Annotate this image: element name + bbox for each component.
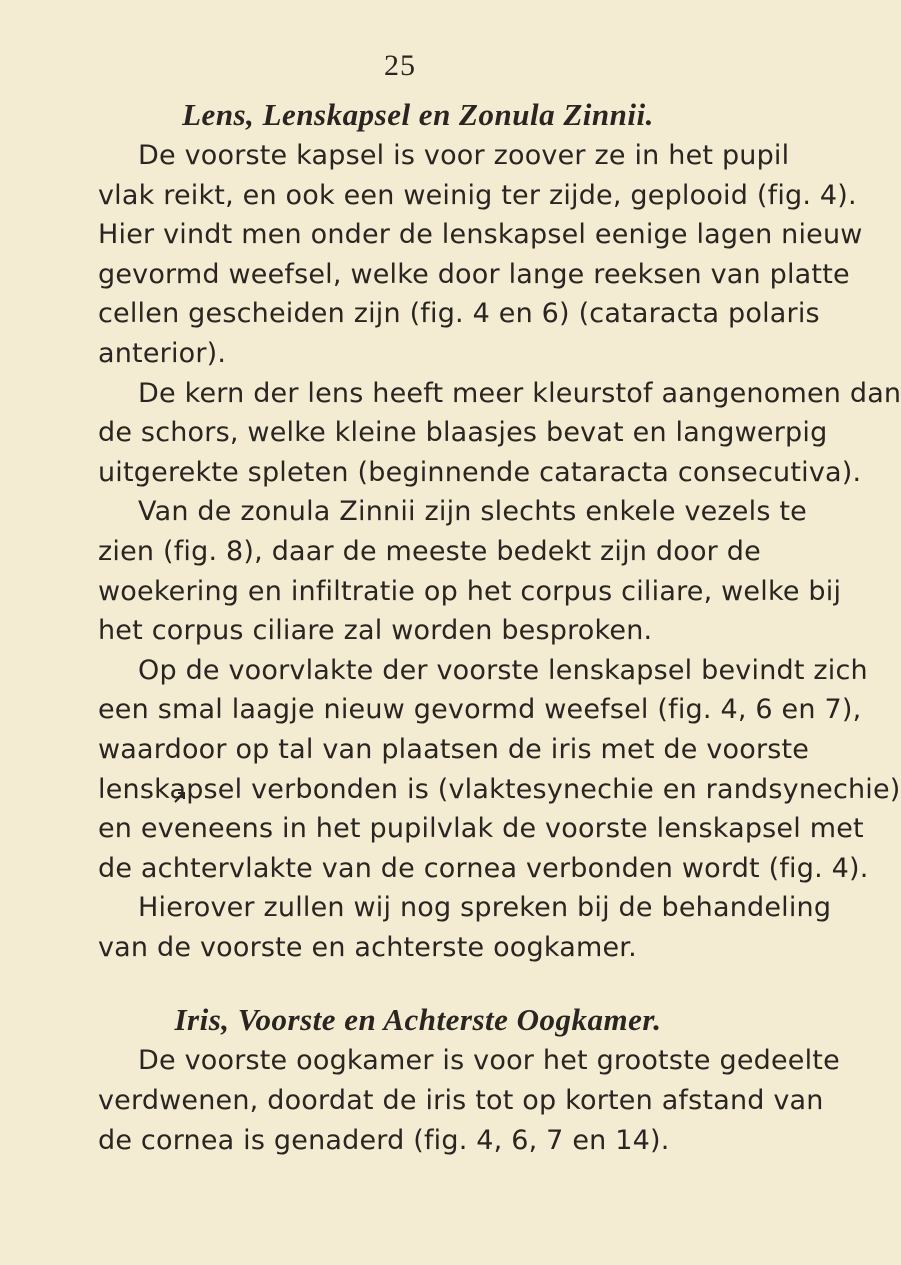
text-line: vlak reikt, en ook een weinig ter zijde, geplooid (fig. 4). xyxy=(98,179,857,211)
text-line: uitgerekte spleten (beginnende cataracta consecutiva). xyxy=(98,456,862,488)
text-line: waardoor op tal van plaatsen de iris met de voorste xyxy=(98,733,810,765)
text-line: van de voorste en achterste oogkamer. xyxy=(98,931,637,963)
text-line: woekering en infiltratie op het corpus ciliare, welke bij xyxy=(98,575,842,607)
text-line: Op de voorvlakte der voorste lenskapsel bevindt zich xyxy=(138,654,868,686)
page-number: 25 xyxy=(384,49,416,82)
text-line: de schors, welke kleine blaasjes bevat en langwerpig xyxy=(98,417,828,449)
text-line: de cornea is genaderd (fig. 4, 6, 7 en 14). xyxy=(98,1124,670,1156)
text-line: cellen gescheiden zijn (fig. 4 en 6) (cataracta polaris xyxy=(98,298,820,330)
text-line: lenskapsel verbonden is (vlaktesynechie en randsynechie) xyxy=(98,773,901,805)
section-body-lens xyxy=(98,136,901,967)
text-line: de achtervlakte van de cornea verbonden wordt (fig. 4). xyxy=(98,852,869,884)
text-line: een smal laagje nieuw gevormd weefsel (fig. 4, 6 en 7), xyxy=(98,694,862,726)
text-line: anterior). xyxy=(98,337,227,369)
text-line: het corpus ciliare zal worden besproken. xyxy=(98,615,653,647)
text-line: De voorste oogkamer is voor het grootste gedeelte xyxy=(138,1045,840,1077)
text-line: en eveneens in het pupilvlak de voorste lenskapsel met xyxy=(98,813,864,845)
text-line: Van de zonula Zinnii zijn slechts enkele vezels te xyxy=(138,496,807,528)
text-line: verdwenen, doordat de iris tot op korten afstand van xyxy=(98,1085,824,1117)
text-block xyxy=(98,94,901,1160)
text-line: gevormd weefsel, welke door lange reeksen van platte xyxy=(98,258,850,290)
section-body-iris xyxy=(98,1041,840,1160)
text-line: De kern der lens heeft meer kleurstof aangenomen dan xyxy=(138,377,901,409)
text-line: zien (fig. 8), daar de meeste bedekt zijn door de xyxy=(98,535,761,567)
section-heading-iris: Iris, Voorste en Achterste Oogkamer. xyxy=(174,1002,662,1038)
margin-arrow-icon xyxy=(173,790,187,804)
section-heading-lens: Lens, Lenskapsel en Zonula Zinnii. xyxy=(182,97,654,132)
text-line: Hier vindt men onder de lenskapsel eenige lagen nieuw xyxy=(98,219,863,251)
text-line: Hierover zullen wij nog spreken bij de behandeling xyxy=(138,892,832,924)
text-line: De voorste kapsel is voor zoover ze in het pupil xyxy=(138,140,790,171)
